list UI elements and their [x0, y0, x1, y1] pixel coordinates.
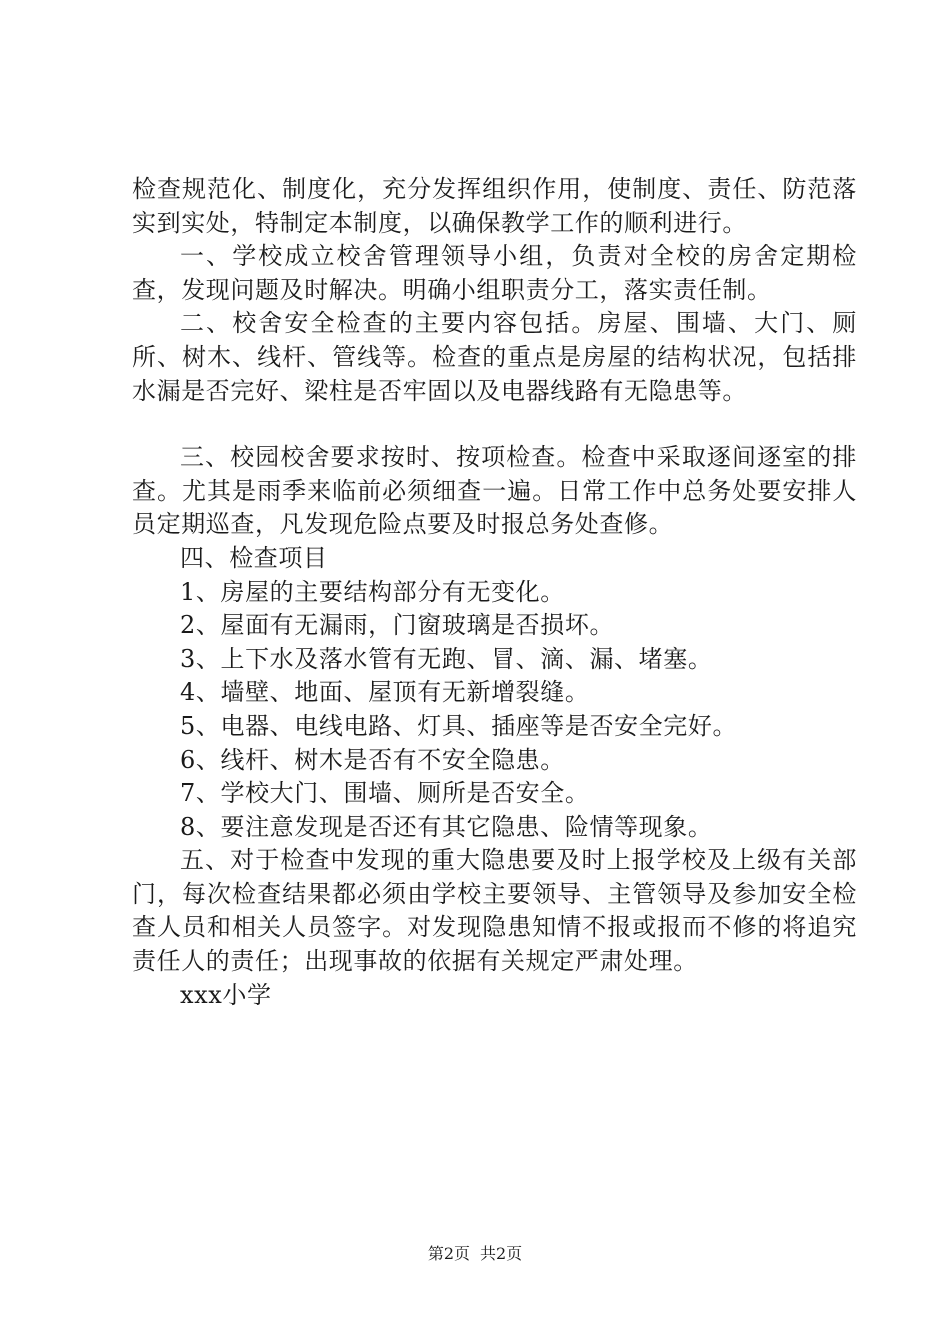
list-item: 1、房屋的主要结构部分有无变化。 [180, 577, 565, 606]
paragraph-section-1: 一、学校成立校舍管理领导小组，负责对全校的房舍定期检查，发现问题及时解决。明确小组职责分工，落实责任制。 [132, 242, 857, 304]
list-item: 2、屋面有无漏雨，门窗玻璃是否损坏。 [180, 611, 615, 640]
document-body [132, 173, 857, 1012]
list-item: 8、要注意发现是否还有其它隐患、险情等现象。 [180, 812, 713, 841]
page-number: 第2页 [427, 1244, 470, 1263]
paragraph-section-2: 二、校舍安全检查的主要内容包括。房屋、围墙、大门、厕所、树木、线杆、管线等。检查的重点是房屋的结构状况，包括排水漏是否完好、梁柱是否牢固以及电器线路有无隐患等。 [132, 309, 857, 405]
signature-line: xxx小学 [180, 980, 272, 1009]
list-item: 6、线杆、树木是否有不安全隐患。 [180, 745, 565, 774]
list-item: 4、墙壁、地面、屋顶有无新增裂缝。 [180, 678, 590, 707]
page-total: 共2页 [480, 1244, 523, 1263]
list-item: 7、学校大门、围墙、厕所是否安全。 [180, 779, 590, 808]
paragraph-section-5: 五、对于检查中发现的重大隐患要及时上报学校及上级有关部门，每次检查结果都必须由学校主要领导、主管领导及参加安全检查人员和相关人员签字。对发现隐患知情不报或报而不修的将追究责任人的责任；出现事故的依据有关规定严肃处理。 [132, 846, 857, 976]
page-footer [0, 1244, 950, 1264]
paragraph-section-3: 三、校园校舍要求按时、按项检查。检查中采取逐间逐室的排查。尤其是雨季来临前必须细查一遍。日常工作中总务处要安排人员定期巡查，凡发现危险点要及时报总务处查修。 [132, 443, 857, 539]
paragraph-intro: 检查规范化、制度化，充分发挥组织作用，使制度、责任、防范落实到实处，特制定本制度，以确保教学工作的顺利进行。 [132, 175, 857, 237]
list-item: 5、电器、电线电路、灯具、插座等是否安全完好。 [180, 711, 738, 740]
section-heading-4: 四、检查项目 [180, 543, 328, 572]
list-item: 3、上下水及落水管有无跑、冒、滴、漏、堵塞。 [180, 644, 713, 673]
